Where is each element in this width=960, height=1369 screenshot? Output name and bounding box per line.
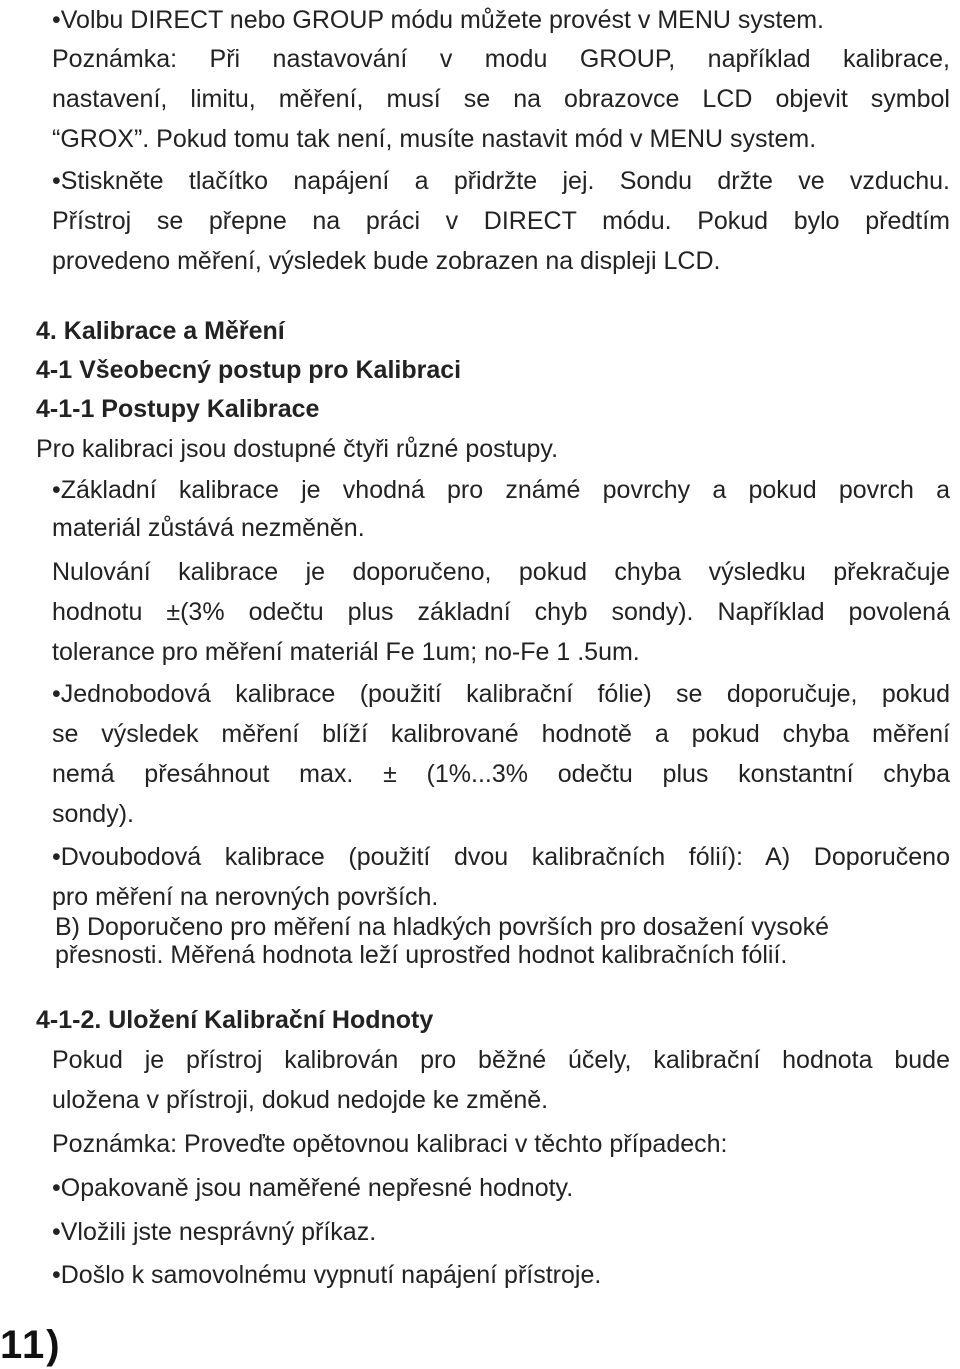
text-line: •Dvoubodová kalibrace (použití dvou kalibračních fólií): A) Doporučeno — [52, 843, 950, 871]
text-line: hodnotu ±(3% odečtu plus základní chyb sondy). Například povolená — [52, 598, 950, 626]
list-item: •Opakovaně jsou naměřené nepřesné hodnoty. — [52, 1174, 574, 1202]
text-line: materiál zůstává nezměněn. — [52, 514, 365, 542]
text-line: Pro kalibraci jsou dostupné čtyři různé postupy. — [36, 435, 559, 463]
text-line: Poznámka: Proveďte opětovnou kalibraci v těchto případech: — [52, 1130, 728, 1158]
text-line: uložena v přístroji, dokud nedojde ke změně. — [52, 1086, 549, 1114]
text-line: nemá přesáhnout max. ± (1%...3% odečtu plus konstantní chyba — [52, 760, 950, 788]
text-line: se výsledek měření blíží kalibrované hodnotě a pokud chyba měření — [52, 720, 950, 748]
text-line: Pokud je přístroj kalibrován pro běžné účely, kalibrační hodnota bude — [52, 1046, 950, 1074]
text-line: provedeno měření, výsledek bude zobrazen na displeji LCD. — [52, 247, 721, 275]
text-line: •Základní kalibrace je vhodná pro známé povrchy a pokud povrch a — [52, 476, 950, 504]
page-number: 11) — [0, 1323, 62, 1367]
text-line: sondy). — [52, 800, 134, 828]
text-line: “GROX”. Pokud tomu tak není, musíte nastavit mód v MENU system. — [52, 125, 817, 153]
list-item: •Došlo k samovolnému vypnutí napájení přístroje. — [52, 1261, 602, 1289]
list-item: •Vložili jste nesprávný příkaz. — [52, 1218, 377, 1246]
text-line: Nulování kalibrace je doporučeno, pokud chyba výsledku překračuje — [52, 558, 950, 586]
text-line: Poznámka: Při nastavování v modu GROUP, například kalibrace, — [52, 45, 950, 73]
text-line: Přístroj se přepne na práci v DIRECT módu. Pokud bylo předtím — [52, 207, 950, 235]
text-line: •Volbu DIRECT nebo GROUP módu můžete provést v MENU system. — [52, 6, 824, 34]
subsection-heading: 4-1-2. Uložení Kalibrační Hodnoty — [36, 1006, 434, 1034]
subsection-heading: 4-1-1 Postupy Kalibrace — [36, 395, 320, 423]
text-line: B) Doporučeno pro měření na hladkých površích pro dosažení vysoké — [55, 913, 830, 941]
text-line: přesnosti. Měřená hodnota leží uprostřed hodnot kalibračních fólií. — [55, 941, 788, 969]
subsection-heading: 4-1 Všeobecný postup pro Kalibraci — [36, 356, 462, 384]
text-line: •Jednobodová kalibrace (použití kalibrační fólie) se doporučuje, pokud — [52, 680, 950, 708]
text-line: tolerance pro měření materiál Fe 1um; no-Fe 1 .5um. — [52, 638, 640, 666]
text-line: nastavení, limitu, měření, musí se na obrazovce LCD objevit symbol — [52, 85, 950, 113]
text-line: •Stiskněte tlačítko napájení a přidržte jej. Sondu držte ve vzduchu. — [52, 167, 950, 195]
text-line: pro měření na nerovných površích. — [52, 883, 439, 911]
section-heading: 4. Kalibrace a Měření — [36, 317, 285, 345]
